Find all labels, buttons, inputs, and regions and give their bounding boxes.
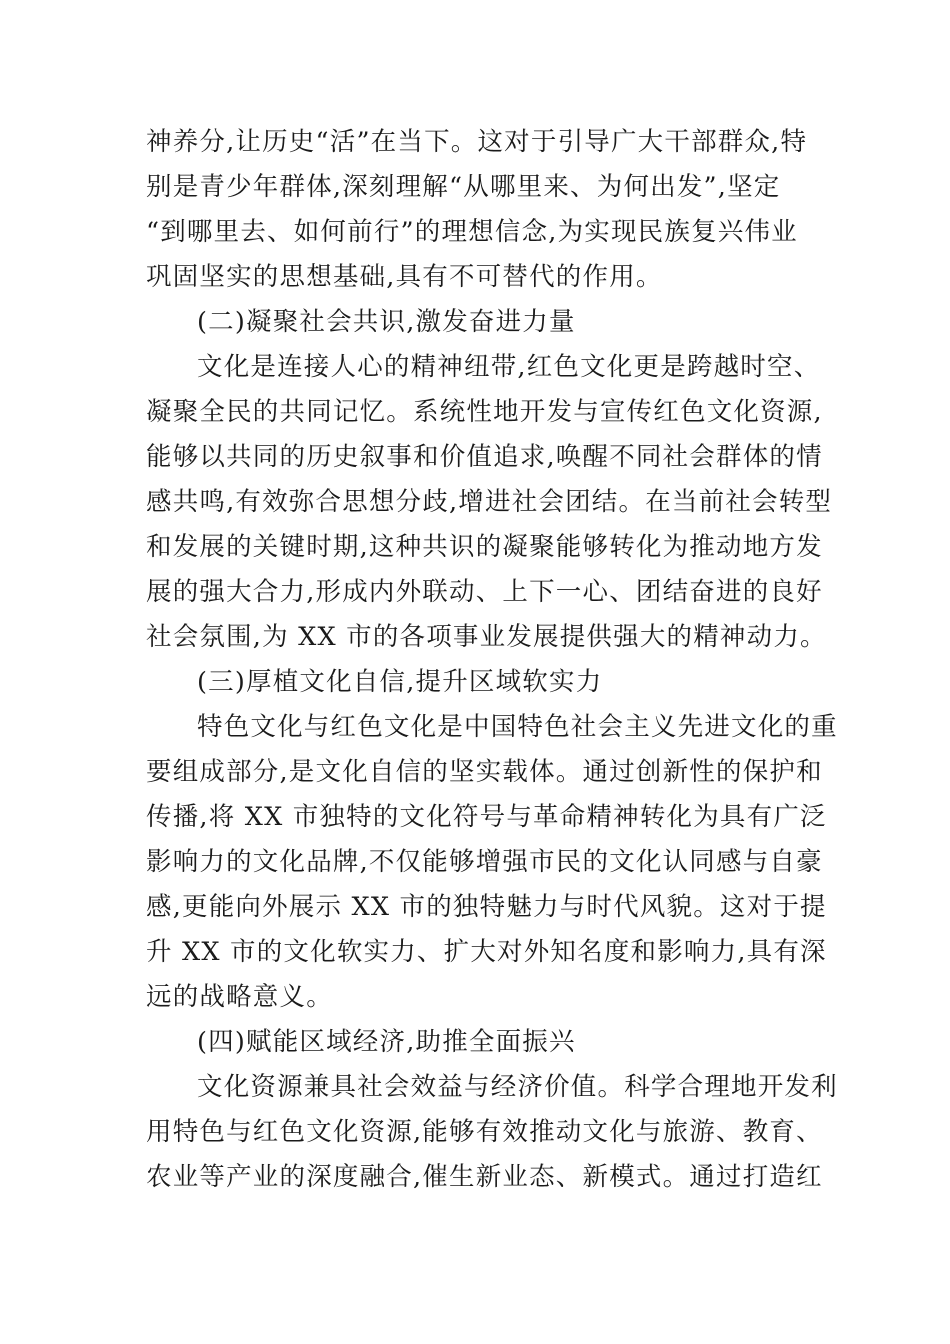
paragraph-continuation xyxy=(146,120,806,300)
text-line: 社会氛围,为 XX 市的各项事业发展提供强大的精神动力。 xyxy=(146,622,827,652)
section-heading-3: (三)厚植文化自信,提升区域软实力 xyxy=(197,667,603,697)
text-line: 神养分,让历史“活”在当下。这对于引导广大干部群众,特 xyxy=(146,127,808,157)
text-line: 别是青少年群体,深刻理解“从哪里来、为何出发”,坚定 xyxy=(146,172,781,202)
text-line: 文化是连接人心的精神纽带,红色文化更是跨越时空、 xyxy=(197,352,821,382)
paragraph-social-consensus xyxy=(146,345,833,660)
text-line: 文化资源兼具社会效益与经济价值。科学合理地开发利 xyxy=(197,1072,838,1102)
section-heading-4: (四)赋能区域经济,助推全面振兴 xyxy=(197,1027,576,1057)
text-line: 远的战略意义。 xyxy=(146,982,333,1012)
document-body xyxy=(146,120,838,1200)
text-line: 用特色与红色文化资源,能够有效推动文化与旅游、教育、 xyxy=(146,1117,823,1147)
text-line: 巩固坚实的思想基础,具有不可替代的作用。 xyxy=(146,262,663,292)
text-line: 特色文化与红色文化是中国特色社会主义先进文化的重 xyxy=(197,712,838,742)
text-line: 传播,将 XX 市独特的文化符号与革命精神转化为具有广泛 xyxy=(146,802,827,832)
text-line: 要组成部分,是文化自信的坚实载体。通过创新性的保护和 xyxy=(146,757,823,787)
paragraph-cultural-confidence xyxy=(146,705,838,1020)
paragraph-regional-economy xyxy=(146,1065,838,1200)
text-line: 能够以共同的历史叙事和价值追求,唤醒不同社会群体的情 xyxy=(146,442,823,472)
text-line: “到哪里去、如何前行”的理想信念,为实现民族复兴伟业 xyxy=(146,217,798,247)
text-line: 和发展的关键时期,这种共识的凝聚能够转化为推动地方发 xyxy=(146,532,823,562)
text-line: 影响力的文化品牌,不仅能够增强市民的文化认同感与自豪 xyxy=(146,847,823,877)
text-line: 升 XX 市的文化软实力、扩大对外知名度和影响力,具有深 xyxy=(146,937,827,967)
text-line: 展的强大合力,形成内外联动、上下一心、团结奋进的良好 xyxy=(146,577,823,607)
text-line: 感,更能向外展示 XX 市的独特魅力与时代风貌。这对于提 xyxy=(146,892,827,922)
text-line: 农业等产业的深度融合,催生新业态、新模式。通过打造红 xyxy=(146,1162,823,1192)
text-line: 感共鸣,有效弥合思想分歧,增进社会团结。在当前社会转型 xyxy=(146,487,833,517)
text-line: 凝聚全民的共同记忆。系统性地开发与宣传红色文化资源, xyxy=(146,397,823,427)
section-heading-2: (二)凝聚社会共识,激发奋进力量 xyxy=(197,307,576,337)
